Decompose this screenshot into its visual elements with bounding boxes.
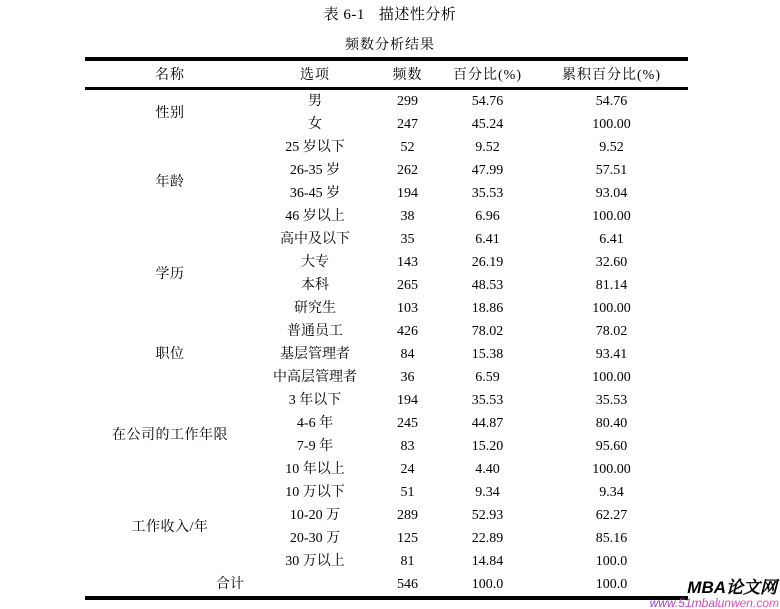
cumulative-cell: 100.00: [592, 117, 631, 132]
frequency-cell: 245: [397, 416, 418, 431]
table-row: [85, 228, 688, 251]
total-cumulative-cell: 100.0: [595, 577, 628, 592]
percent-cell: 35.53: [471, 393, 504, 408]
cumulative-cell: 100.00: [592, 370, 631, 385]
cumulative-cell: 9.52: [599, 140, 624, 155]
frequency-cell: 247: [397, 117, 418, 132]
frequency-cell: 51: [400, 485, 415, 500]
frequency-cell: 426: [397, 324, 418, 339]
percent-cell: 18.86: [471, 301, 504, 316]
option-cell: 男: [308, 94, 322, 109]
cumulative-cell: 57.51: [595, 163, 628, 178]
option-cell: 高中及以下: [280, 232, 350, 247]
cumulative-cell: 81.14: [595, 278, 628, 293]
frequency-cell: 81: [400, 554, 415, 569]
watermark-url: www.51mbalunwen.com: [649, 596, 779, 609]
table-title: [0, 0, 780, 24]
cumulative-cell: 93.04: [595, 186, 628, 201]
option-cell: 25 岁以下: [285, 140, 345, 155]
total-label-cell: 合计: [216, 577, 244, 592]
option-cell: 中高层管理者: [273, 370, 357, 385]
percent-cell: 6.96: [475, 209, 500, 224]
percent-cell: 52.93: [471, 508, 504, 523]
percent-cell: 45.24: [471, 117, 504, 132]
frequency-cell: 143: [397, 255, 418, 270]
frequency-cell: 38: [400, 209, 415, 224]
table-number: 表 6-1: [323, 7, 365, 23]
frequency-analysis-table: [85, 57, 688, 600]
percent-cell: 54.76: [471, 94, 504, 109]
table-row: [85, 89, 688, 114]
option-cell: 10 年以上: [285, 462, 345, 477]
frequency-cell: 299: [397, 94, 418, 109]
percent-cell: 6.59: [475, 370, 500, 385]
frequency-cell: 262: [397, 163, 418, 178]
group-name-cell: 工作收入/年: [131, 519, 209, 535]
option-cell: 10-20 万: [289, 508, 341, 523]
cumulative-cell: 9.34: [599, 485, 624, 500]
percent-cell: 14.84: [471, 554, 504, 569]
table-row: [85, 389, 688, 412]
percent-cell: 15.20: [471, 439, 504, 454]
table-subtitle: 频数分析结果: [345, 38, 435, 53]
table-row: [85, 481, 688, 504]
total-frequency-cell: 546: [397, 577, 418, 592]
cumulative-cell: 85.16: [595, 531, 628, 546]
cumulative-cell: 100.00: [592, 209, 631, 224]
cumulative-cell: 35.53: [595, 393, 628, 408]
cumulative-cell: 32.60: [595, 255, 628, 270]
table-row: [85, 320, 688, 343]
option-cell: 4-6 年: [296, 416, 334, 431]
column-header-cumulative: 累积百分比(%): [562, 68, 661, 83]
percent-cell: 9.34: [475, 485, 500, 500]
cumulative-cell: 6.41: [599, 232, 624, 247]
table-body: [85, 89, 688, 599]
site-watermark: [650, 579, 779, 609]
percent-cell: 35.53: [471, 186, 504, 201]
percent-cell: 4.40: [475, 462, 500, 477]
frequency-cell: 289: [397, 508, 418, 523]
frequency-cell: 194: [397, 393, 418, 408]
option-cell: 大专: [301, 255, 329, 270]
percent-cell: 78.02: [471, 324, 504, 339]
column-header-option: 选项: [300, 68, 330, 83]
group-name-cell: 性别: [155, 105, 185, 121]
option-cell: 20-30 万: [289, 531, 341, 546]
frequency-cell: 52: [400, 140, 415, 155]
cumulative-cell: 95.60: [595, 439, 628, 454]
option-cell: 7-9 年: [296, 439, 334, 454]
option-cell: 本科: [301, 278, 329, 293]
frequency-cell: 194: [397, 186, 418, 201]
cumulative-cell: 93.41: [595, 347, 628, 362]
option-cell: 30 万以上: [285, 554, 345, 569]
cumulative-cell: 80.40: [595, 416, 628, 431]
table-title-text: 描述性分析: [378, 7, 457, 23]
percent-cell: 48.53: [471, 278, 504, 293]
header-row: [85, 59, 688, 89]
option-cell: 36-45 岁: [289, 186, 341, 201]
column-header-frequency: 频数: [392, 68, 423, 83]
frequency-cell: 36: [400, 370, 415, 385]
option-cell: 10 万以下: [285, 485, 345, 500]
group-name-cell: 职位: [155, 347, 185, 362]
column-header-percent: 百分比(%): [453, 68, 522, 83]
frequency-cell: 125: [397, 531, 418, 546]
frequency-cell: 84: [400, 347, 415, 362]
frequency-cell: 24: [400, 462, 415, 477]
option-cell: 女: [308, 117, 322, 132]
frequency-cell: 265: [397, 278, 418, 293]
watermark-brand: MBA论文网: [687, 578, 777, 597]
cumulative-cell: 100.00: [592, 462, 631, 477]
cumulative-cell: 78.02: [595, 324, 628, 339]
option-cell: 研究生: [294, 301, 336, 316]
group-name-cell: 学历: [155, 266, 185, 282]
table-row: [85, 136, 688, 159]
cumulative-cell: 54.76: [595, 94, 628, 109]
frequency-cell: 35: [400, 232, 415, 247]
option-cell: 基层管理者: [280, 347, 350, 362]
frequency-cell: 83: [400, 439, 415, 454]
cumulative-cell: 62.27: [595, 508, 628, 523]
percent-cell: 15.38: [471, 347, 504, 362]
group-name-cell: 年龄: [155, 174, 185, 190]
percent-cell: 6.41: [475, 232, 500, 247]
percent-cell: 44.87: [471, 416, 504, 431]
option-cell: 46 岁以上: [285, 209, 345, 224]
total-row: [85, 573, 688, 598]
percent-cell: 47.99: [471, 163, 504, 178]
percent-cell: 26.19: [471, 255, 504, 270]
cumulative-cell: 100.0: [595, 554, 628, 569]
percent-cell: 22.89: [471, 531, 504, 546]
option-cell: 普通员工: [287, 324, 343, 339]
column-header-name: 名称: [155, 68, 185, 83]
group-name-cell: 在公司的工作年限: [112, 427, 228, 443]
option-cell: 3 年以下: [288, 393, 342, 408]
cumulative-cell: 100.00: [592, 301, 631, 316]
option-cell: 26-35 岁: [289, 163, 341, 178]
total-percent-cell: 100.0: [471, 577, 504, 592]
frequency-cell: 103: [397, 301, 418, 316]
percent-cell: 9.52: [475, 140, 500, 155]
